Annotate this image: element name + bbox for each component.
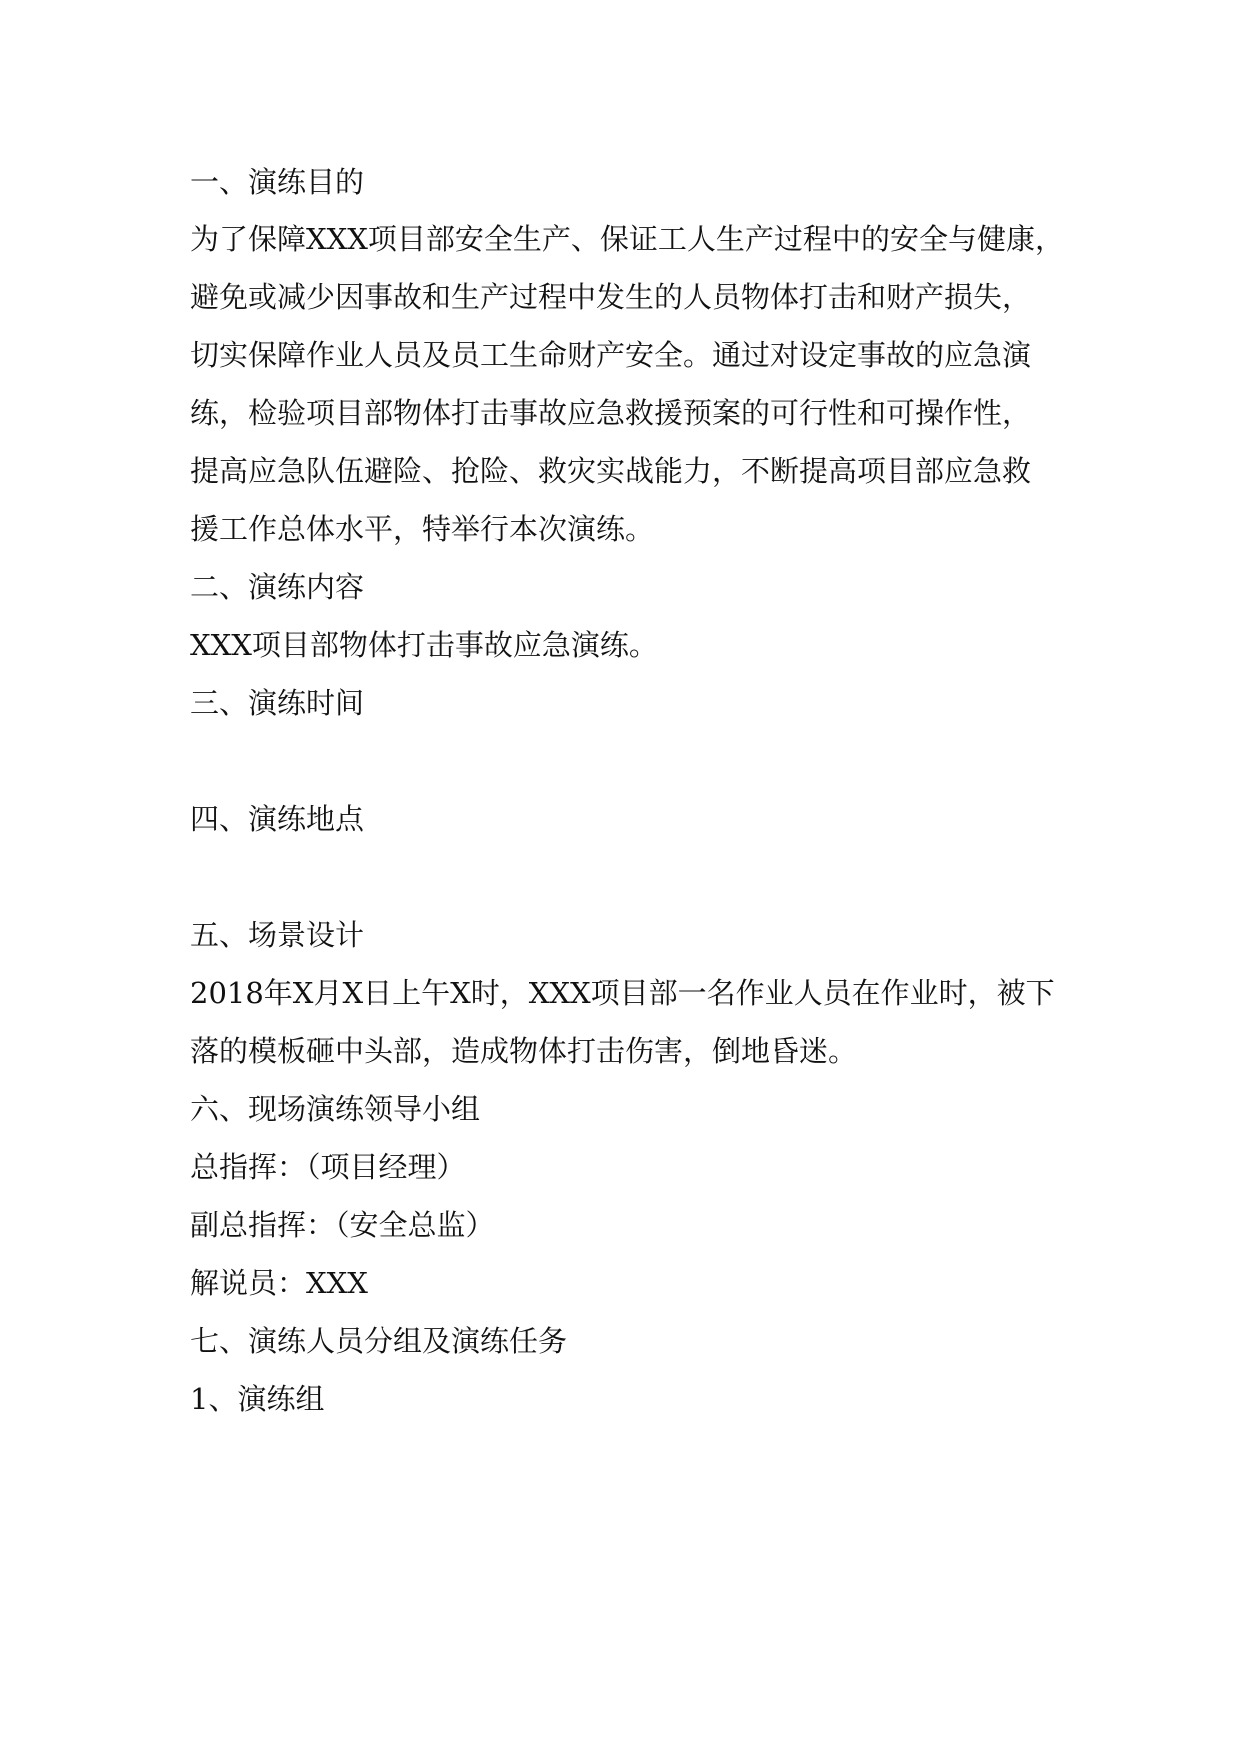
deputy-commander-line: 副总指挥：（安全总监）: [190, 1208, 495, 1242]
section-heading-content: 二、演练内容: [190, 570, 365, 604]
paragraph-line: 落的模板砸中头部，造成物体打击伤害，倒地昏迷。: [190, 1034, 858, 1068]
commander-line: 总指挥：（项目经理）: [190, 1150, 466, 1184]
narrator-line: 解说员：XXX: [190, 1266, 368, 1300]
paragraph-line: XXX项目部物体打击事故应急演练。: [190, 628, 658, 662]
paragraph-line: 援工作总体水平，特举行本次演练。: [190, 512, 655, 546]
section-heading-purpose: 一、演练目的: [190, 165, 365, 199]
section-heading-grouping: 七、演练人员分组及演练任务: [190, 1324, 568, 1358]
paragraph-line: 练，检验项目部物体打击事故应急救援预案的可行性和可操作性，: [190, 396, 1032, 430]
section-heading-scenario: 五、场景设计: [190, 918, 365, 952]
section-heading-time: 三、演练时间: [190, 686, 365, 720]
paragraph-line: 切实保障作业人员及员工生命财产安全。通过对设定事故的应急演: [190, 338, 1032, 372]
subsection-heading: 1、演练组: [190, 1382, 325, 1416]
paragraph-line: 避免或减少因事故和生产过程中发生的人员物体打击和财产损失，: [190, 280, 1032, 314]
section-heading-location: 四、演练地点: [190, 802, 365, 836]
section-heading-leadership: 六、现场演练领导小组: [190, 1092, 481, 1126]
paragraph-line: 提高应急队伍避险、抢险、救灾实战能力，不断提高项目部应急救: [190, 454, 1032, 488]
paragraph-line: 为了保障XXX项目部安全生产、保证工人生产过程中的安全与健康，: [190, 222, 1064, 256]
paragraph-line: 2018年X月X日上午X时，XXX项目部一名作业人员在作业时，被下: [190, 976, 1055, 1010]
